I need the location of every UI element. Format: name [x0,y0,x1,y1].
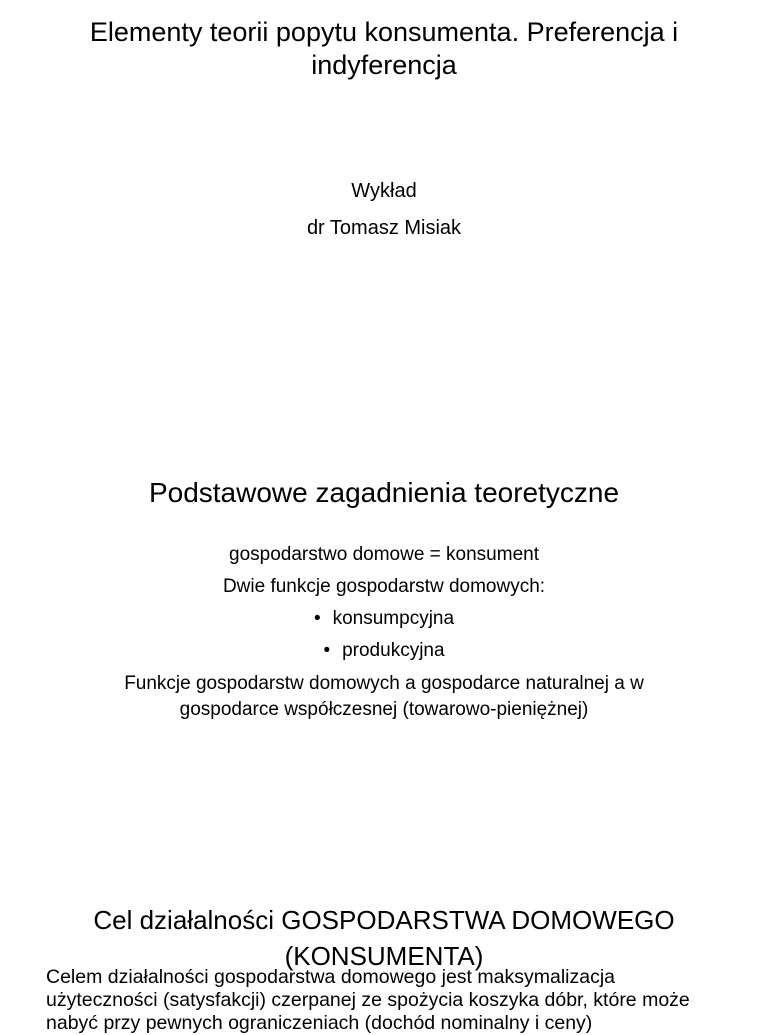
slide-2 [0,440,768,860]
slide-1-title: Elementy teorii popytu konsumenta. Preferencja i indyferencja [89,17,679,80]
slide-2-paragraph: Funkcje gospodarstw domowych a gospodarce naturalnej a w gospodarce współczesnej (towarowo-pieniężnej) [124,673,644,720]
slide-3-body: Celem działalności gospodarstwa domowego jest maksymalizacja użyteczności (satysfakcji) czerpanej ze spożycia koszyka dóbr, które może nabyć przy pewnych ograniczeniach (dochód nominalny i ceny) [46,966,690,1034]
slide-2-body [0,543,768,723]
slide-1-subtitle-author: dr Tomasz Misiak [306,217,462,239]
slide-2-title: Podstawowe zagadnienia teoretyczne [148,477,620,508]
slide-3-title: Cel działalności GOSPODARSTWA DOMOWEGO (KONSUMENTA) [93,905,675,971]
slide-1 [0,0,768,420]
slide-3 [0,880,768,1034]
slide-1-subtitle-lecture: Wykład [351,180,417,202]
slide-2-bullet-2: • produkcyjna [0,639,768,662]
slide-2-line-2: Dwie funkcje gospodarstw domowych: [222,576,546,597]
slide-2-line-1: gospodarstwo domowe = konsument [229,544,539,565]
slide-2-bullet-1: • konsumpcyjna [0,607,768,630]
